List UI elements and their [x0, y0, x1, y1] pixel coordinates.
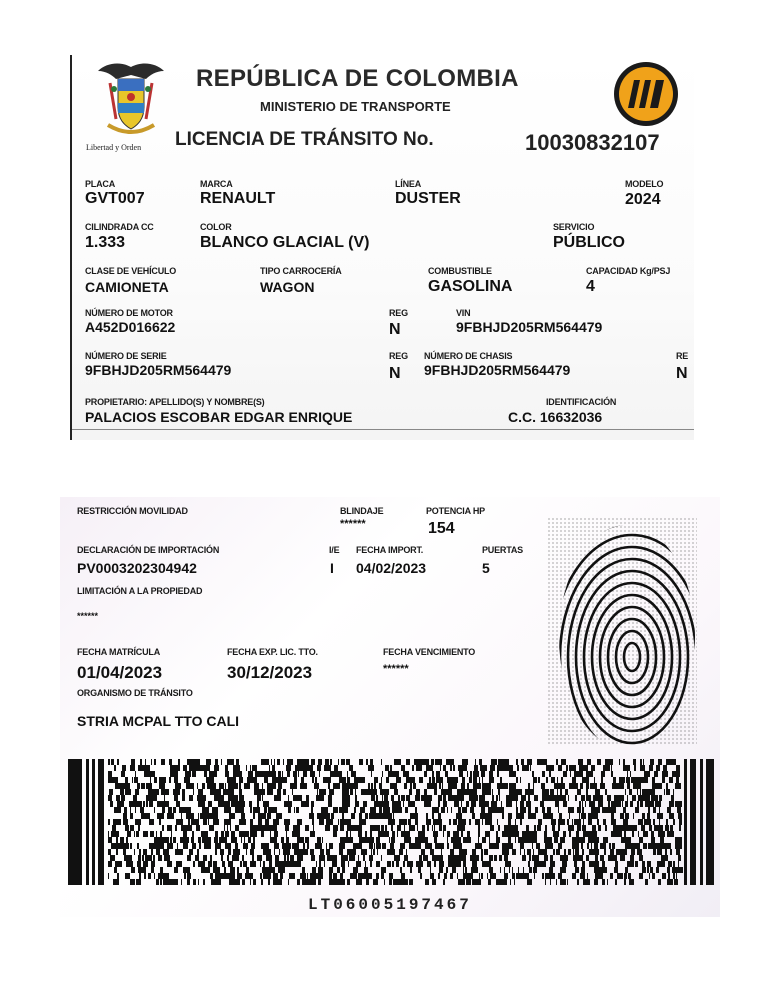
marca-value: RENAULT: [200, 190, 276, 207]
cilindrada-value: 1.333: [85, 234, 126, 251]
restriccion-label: RESTRICCIÓN MOVILIDAD: [77, 506, 188, 516]
fecha-matricula-value: 01/04/2023: [77, 663, 163, 682]
license-number: 10030832107: [525, 130, 660, 155]
carroceria-label: TIPO CARROCERÍA: [260, 266, 342, 276]
fecha-exp-label: FECHA EXP. LIC. TTO.: [227, 647, 318, 657]
reg3-label: RE: [676, 351, 689, 361]
vin-value: 9FBHJD205RM564479: [456, 319, 603, 335]
blindaje-value: ******: [340, 518, 366, 530]
motor-label: NÚMERO DE MOTOR: [85, 308, 173, 318]
serie-value: 9FBHJD205RM564479: [85, 362, 232, 378]
license-title: LICENCIA DE TRÁNSITO No.: [175, 129, 434, 150]
limitacion-label: LIMITACIÓN A LA PROPIEDAD: [77, 586, 203, 596]
potencia-label: POTENCIA HP: [426, 506, 485, 516]
organismo-label: ORGANISMO DE TRÁNSITO: [77, 688, 193, 698]
chasis-value: 9FBHJD205RM564479: [424, 362, 571, 378]
fecha-venc-value: ******: [383, 663, 409, 675]
reg2-value: N: [389, 365, 401, 382]
capacidad-label: CAPACIDAD Kg/PSJ: [586, 266, 671, 276]
serie-label: NÚMERO DE SERIE: [85, 351, 167, 361]
propietario-value: PALACIOS ESCOBAR EDGAR ENRIQUE: [85, 409, 353, 425]
propietario-label: PROPIETARIO: APELLIDO(S) Y NOMBRE(S): [85, 397, 265, 407]
puertas-value: 5: [482, 560, 490, 576]
servicio-value: PÚBLICO: [553, 234, 625, 251]
reg3-value: N: [676, 365, 688, 382]
reg2-label: REG: [389, 351, 408, 361]
front-divider: [72, 429, 694, 430]
clase-label: CLASE DE VEHÍCULO: [85, 266, 177, 276]
fecha-import-label: FECHA IMPORT.: [356, 545, 424, 555]
linea-value: DUSTER: [395, 190, 461, 207]
color-value: BLANCO GLACIAL (V): [200, 234, 370, 251]
motor-value: A452D016622: [85, 319, 176, 335]
vin-label: VIN: [456, 308, 471, 318]
puertas-label: PUERTAS: [482, 545, 523, 555]
carroceria-value: WAGON: [260, 279, 315, 295]
potencia-value: 154: [428, 520, 455, 537]
country-title: REPÚBLICA DE COLOMBIA: [196, 65, 519, 92]
servicio-label: SERVICIO: [553, 222, 595, 232]
barcode-number: LT06005197467: [308, 896, 472, 914]
license-back-card: [60, 497, 720, 917]
blindaje-label: BLINDAJE: [340, 506, 384, 516]
identificacion-value: C.C. 16632036: [508, 409, 603, 425]
declaracion-value: PV0003202304942: [77, 560, 197, 576]
clase-value: CAMIONETA: [85, 279, 169, 295]
color-label: COLOR: [200, 222, 232, 232]
identificacion-label: IDENTIFICACIÓN: [546, 397, 617, 407]
fecha-import-value: 04/02/2023: [356, 560, 427, 576]
fecha-venc-label: FECHA VENCIMIENTO: [383, 647, 476, 657]
modelo-value: 2024: [625, 191, 661, 208]
ie-label: I/E: [329, 545, 340, 555]
placa-value: GVT007: [85, 190, 145, 207]
capacidad-value: 4: [586, 278, 595, 295]
combustible-label: COMBUSTIBLE: [428, 266, 492, 276]
reg1-value: N: [389, 321, 401, 338]
placa-label: PLACA: [85, 179, 115, 189]
chasis-label: NÚMERO DE CHASIS: [424, 351, 513, 361]
license-front-card: [70, 55, 694, 440]
fecha-exp-value: 30/12/2023: [227, 663, 313, 682]
coat-of-arms-emblem: [90, 59, 172, 151]
motto-text: Libertad y Orden: [86, 143, 142, 152]
ministry-logo-icon: [612, 60, 680, 128]
ie-value: I: [330, 560, 334, 576]
reg1-label: REG: [389, 308, 408, 318]
organismo-value: STRIA MCPAL TTO CALI: [77, 713, 240, 729]
fingerprint-icon: [547, 517, 697, 745]
ministry-title: MINISTERIO DE TRANSPORTE: [260, 99, 451, 114]
modelo-label: MODELO: [625, 179, 664, 189]
pdf417-barcode: [68, 759, 720, 885]
marca-label: MARCA: [200, 179, 233, 189]
fecha-matricula-label: FECHA MATRÍCULA: [77, 647, 160, 657]
linea-label: LÍNEA: [395, 179, 422, 189]
limitacion-value: ******: [77, 611, 99, 621]
combustible-value: GASOLINA: [428, 278, 513, 295]
cilindrada-label: CILINDRADA CC: [85, 222, 154, 232]
declaracion-label: DECLARACIÓN DE IMPORTACIÓN: [77, 545, 220, 555]
